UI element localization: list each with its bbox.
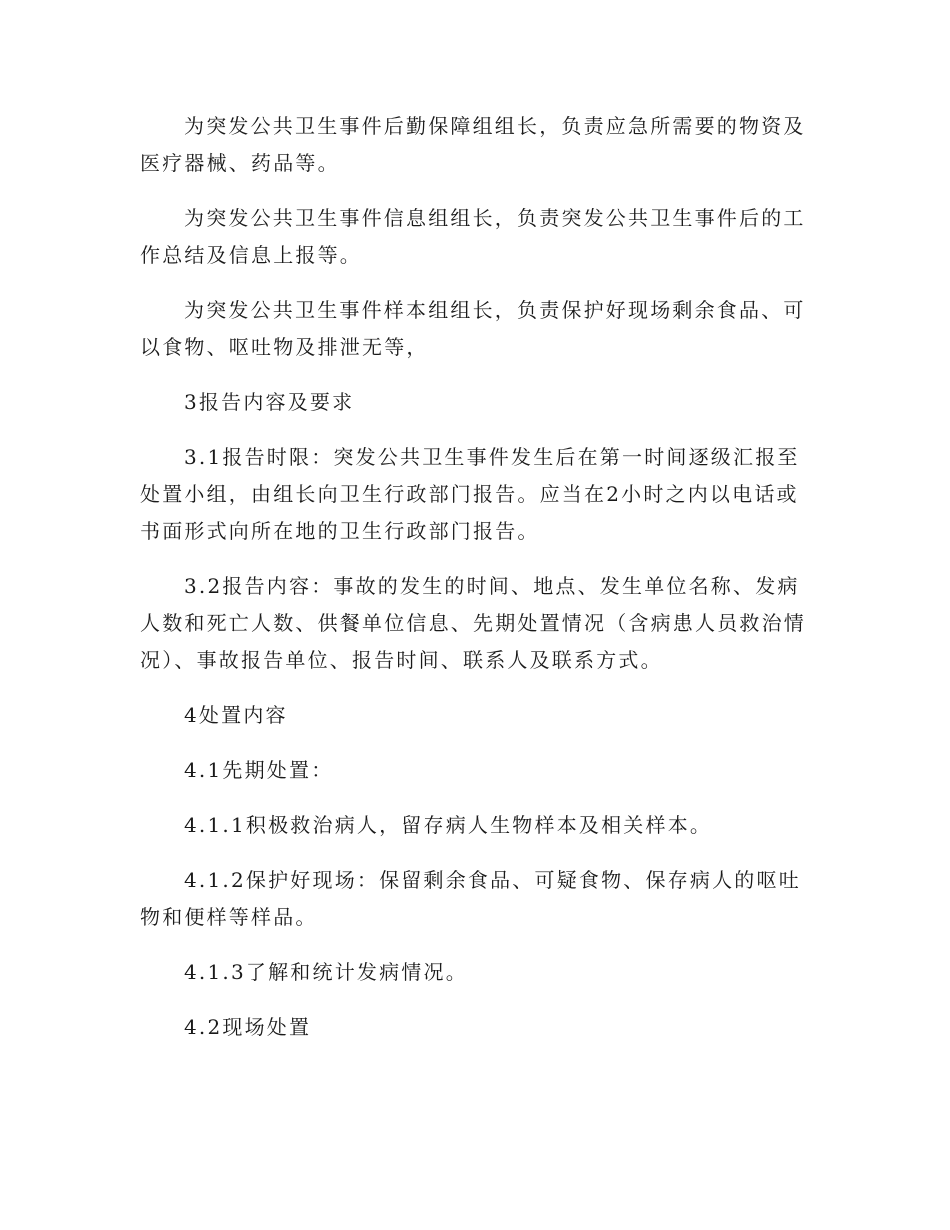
paragraph-treat-patients: 4.1.1积极救治病人，留存病人生物样本及相关样本。 <box>184 813 713 837</box>
paragraph-protect-scene: 4.1.2保护好现场：保留剩余食品、可疑食物、保存病人的呕吐物和便样等样品。 <box>140 868 801 929</box>
paragraph-information-leader: 为突发公共卫生事件信息组组长，负责突发公共卫生事件后的工作总结及信息上报等。 <box>140 206 806 267</box>
section-heading-disposal-content: 4处置内容 <box>184 703 288 727</box>
paragraph-report-content: 3.2报告内容：事故的发生的时间、地点、发生单位名称、发病人数和死亡人数、供餐单位信息、先期处置情况（含病患人员救治情况）、事故报告单位、报告时间、联系人及联系方式。 <box>140 574 806 672</box>
paragraph-report-time-limit: 3.1报告时限：突发公共卫生事件发生后在第一时间逐级汇报至处置小组，由组长向卫生行政部门报告。应当在2小时之内以电话或书面形式向所在地的卫生行政部门报告。 <box>140 445 800 543</box>
paragraph-statistics: 4.1.3了解和统计发病情况。 <box>184 960 468 984</box>
subsection-heading-initial-disposal: 4.1先期处置： <box>184 758 334 782</box>
paragraph-logistics-leader: 为突发公共卫生事件后勤保障组组长，负责应急所需要的物资及医疗器械、药品等。 <box>140 114 806 175</box>
section-heading-report-requirements: 3报告内容及要求 <box>184 390 355 414</box>
subsection-heading-onsite-disposal: 4.2现场处置 <box>184 1015 312 1039</box>
paragraph-sample-leader: 为突发公共卫生事件样本组组长，负责保护好现场剩余食品、可以食物、呕吐物及排泄无等， <box>140 298 806 359</box>
document-body <box>140 108 820 1064</box>
